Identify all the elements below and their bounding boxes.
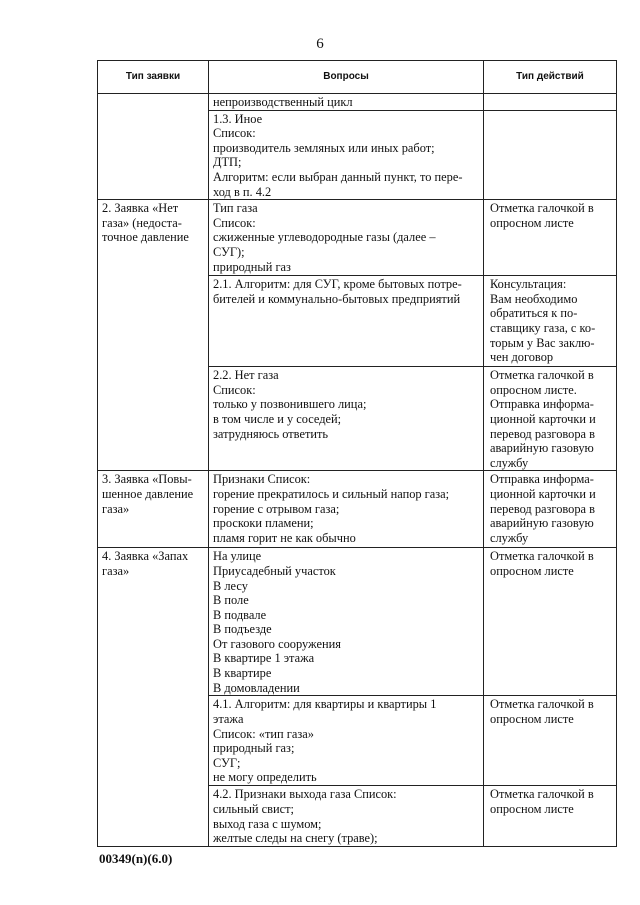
action-cell: [484, 94, 617, 111]
text-line: 4.2. Признаки выхода газа Список:: [213, 787, 397, 802]
text-line: затрудняюсь ответить: [213, 426, 329, 441]
action-cell: [484, 786, 617, 846]
text-line: не могу определить: [213, 770, 317, 785]
text-line: аварийную газовую: [490, 441, 594, 456]
text-line: опросном листе: [490, 215, 574, 230]
text-line: опросном листе: [490, 563, 574, 578]
text-line: Тип газа: [213, 201, 258, 216]
text-line: В лесу: [213, 578, 248, 593]
text-line: службу: [490, 530, 529, 545]
text-line: Отметка галочкой в: [490, 787, 594, 802]
text-line: 4.1. Алгоритм: для квартиры и квартиры 1: [213, 697, 437, 712]
table-header-row: [98, 61, 617, 94]
text-line: газа» (недоста-: [102, 215, 182, 230]
text-line: бителей и коммунально-бытовых предприятий: [213, 291, 461, 306]
text-line: непроизводственный цикл: [213, 95, 353, 109]
text-line: торым у Вас заклю-: [490, 335, 595, 350]
text-line: 3. Заявка «Повы-: [102, 472, 192, 487]
text-line: ставщику газа, с ко-: [490, 320, 596, 335]
text-line: Алгоритм: если выбран данный пункт, то пере-: [213, 169, 463, 184]
table-row: [98, 200, 617, 276]
text-line: обратиться к по-: [490, 306, 578, 321]
text-line: природный газ: [213, 259, 291, 274]
text-line: Отметка галочкой в: [490, 201, 594, 216]
header-request-type: Тип заявки: [98, 61, 209, 94]
text-line: ционной карточки и: [490, 486, 596, 501]
text-line: ционной карточки и: [490, 411, 596, 426]
text-line: производитель земляных или иных работ;: [213, 140, 435, 155]
text-line: перевод разговора в: [490, 426, 595, 441]
text-line: 4. Заявка «Запах: [102, 549, 189, 564]
text-line: желтые следы на снегу (траве);: [213, 831, 378, 846]
document-code: 00349(n)(6.0): [99, 851, 173, 866]
text-line: В квартире 1 этажа: [213, 651, 315, 666]
action-cell: [484, 367, 617, 471]
text-line: СУГ;: [213, 755, 241, 770]
text-line: опросном листе: [490, 711, 574, 726]
type-cell: [98, 548, 209, 846]
text-line: пламя горит не как обычно: [213, 530, 356, 545]
text-line: Вам необходимо: [490, 291, 578, 306]
action-cell: [484, 471, 617, 548]
questions-cell: [209, 200, 484, 276]
questions-cell: [209, 367, 484, 471]
text-line: опросном листе.: [490, 382, 577, 397]
questions-cell: [209, 110, 484, 200]
action-cell: [484, 110, 617, 200]
text-line: ход в п. 4.2: [213, 184, 272, 199]
table-row: [98, 548, 617, 696]
table-row: [98, 471, 617, 548]
text-line: 2.2. Нет газа: [213, 368, 279, 383]
text-line: только у позвонившего лица;: [213, 397, 367, 412]
text-line: этажа: [213, 711, 244, 726]
text-line: службу: [490, 455, 529, 470]
questions-cell: [209, 786, 484, 846]
text-line: 2. Заявка «Нет: [102, 201, 179, 216]
text-line: 1.3. Иное: [213, 111, 263, 126]
table-row: [98, 94, 617, 111]
text-line: природный газ;: [213, 741, 295, 756]
type-cell: [98, 471, 209, 548]
text-line: Отправка информа-: [490, 397, 594, 412]
text-line: шенное давление: [102, 486, 194, 501]
text-line: В подвале: [213, 607, 267, 622]
type-cell: [98, 94, 209, 200]
text-line: Отметка галочкой в: [490, 368, 594, 383]
questions-cell: [209, 696, 484, 786]
text-line: горение прекратилось и сильный напор газа;: [213, 486, 450, 501]
text-line: СУГ);: [213, 244, 245, 259]
action-cell: [484, 200, 617, 276]
text-line: В поле: [213, 593, 249, 608]
text-line: Консультация:: [490, 277, 567, 292]
text-line: От газового сооружения: [213, 636, 341, 651]
text-line: ДТП;: [213, 155, 242, 170]
text-line: опросном листе: [490, 801, 574, 816]
text-line: Список:: [213, 126, 256, 141]
text-line: Приусадебный участок: [213, 563, 336, 578]
text-line: в том числе и у соседей;: [213, 411, 342, 426]
questions-cell: [209, 548, 484, 696]
text-line: проскоки пламени;: [213, 516, 314, 531]
page-number: 6: [316, 36, 324, 52]
text-line: Отметка галочкой в: [490, 697, 594, 712]
questions-cell: [209, 276, 484, 367]
text-line: Список:: [213, 215, 256, 230]
text-line: Признаки Список:: [213, 472, 311, 487]
text-line: В подъезде: [213, 622, 272, 637]
text-line: перевод разговора в: [490, 501, 595, 516]
questions-cell: [209, 471, 484, 548]
text-line: На улице: [213, 549, 262, 564]
questions-cell: [209, 94, 484, 111]
text-line: В квартире: [213, 666, 272, 681]
text-line: выход газа с шумом;: [213, 816, 322, 831]
action-cell: [484, 548, 617, 696]
text-line: В домовладении: [213, 680, 300, 695]
text-line: горение с отрывом газа;: [213, 501, 340, 516]
text-line: сильный свист;: [213, 801, 294, 816]
header-action-type: Тип действий: [484, 61, 617, 94]
text-line: газа»: [102, 501, 130, 516]
requests-table: [97, 60, 617, 847]
text-line: газа»: [102, 563, 130, 578]
action-cell: [484, 276, 617, 367]
type-cell: [98, 200, 209, 471]
text-line: аварийную газовую: [490, 516, 594, 531]
text-line: сжиженные углеводородные газы (далее –: [213, 230, 436, 245]
action-cell: [484, 696, 617, 786]
text-line: точное давление: [102, 230, 189, 245]
text-line: Список: «тип газа»: [213, 726, 314, 741]
text-line: чен договор: [490, 350, 554, 365]
text-line: 2.1. Алгоритм: для СУГ, кроме бытовых потре-: [213, 277, 462, 292]
text-line: Отметка галочкой в: [490, 549, 594, 564]
text-line: Отправка информа-: [490, 472, 594, 487]
header-questions: Вопросы: [209, 61, 484, 94]
text-line: Список:: [213, 382, 256, 397]
